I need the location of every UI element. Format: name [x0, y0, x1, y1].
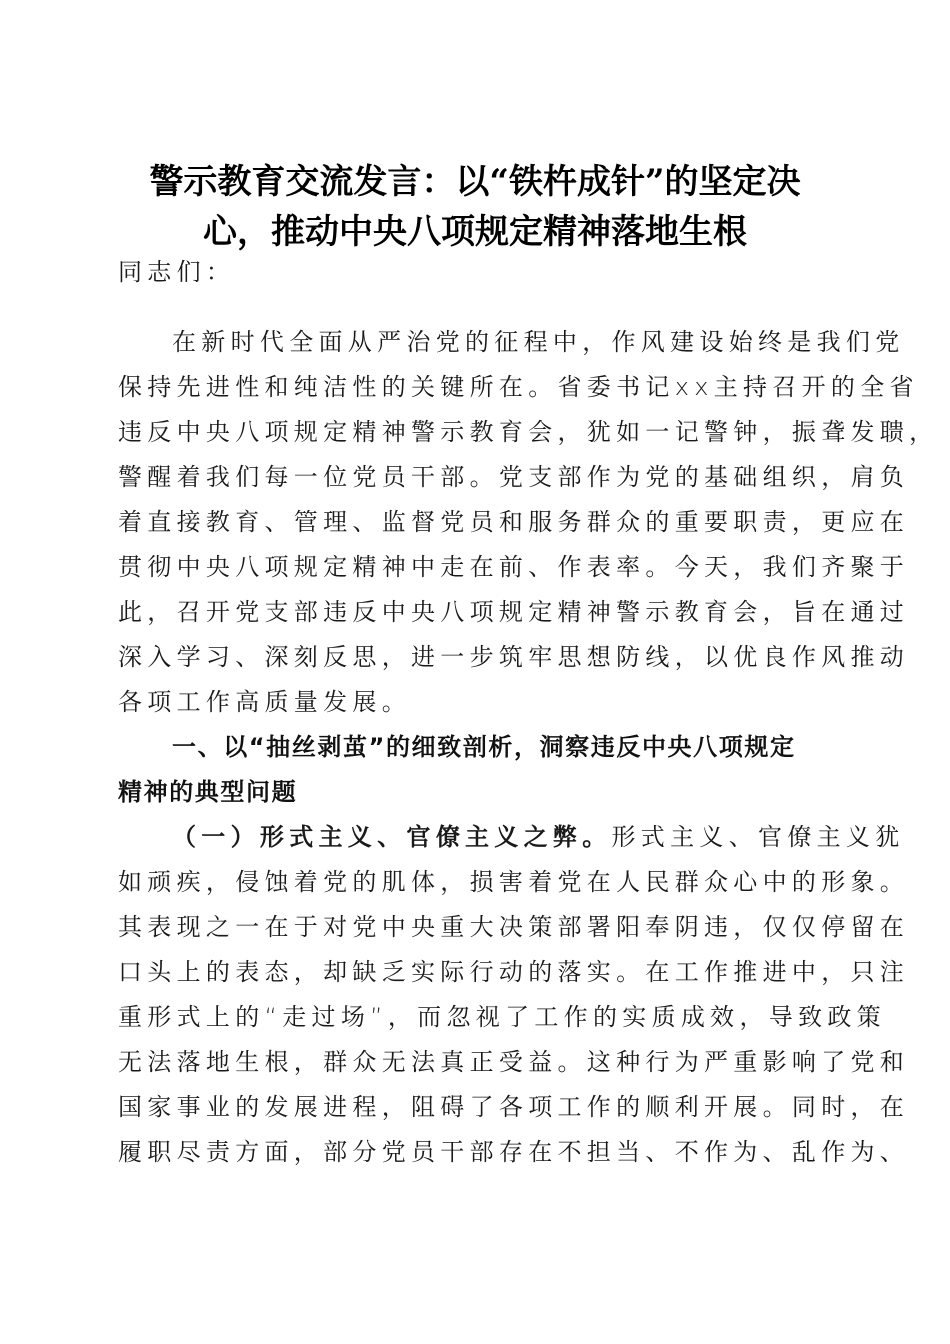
subsection-line: 国家事业的发展进程，阻碍了各项工作的顺利开展。同时，在 [118, 1093, 910, 1121]
section-heading-line-1: 一、以“抽丝剥茧”的细致剖析，洞察违反中央八项规定 [172, 733, 796, 761]
intro-line: 深入学习、深刻反思，进一步筑牢思想防线，以优良作风推动 [118, 643, 910, 671]
intro-line: 此，召开党支部违反中央八项规定精神警示教育会，旨在通过 [118, 598, 910, 626]
subsection-first-line [172, 822, 905, 852]
subsection-first-line-rest: 形式主义、官僚主义犹 [611, 823, 905, 851]
subsection-line: 重形式上的“走过场”，而忽视了工作的实质成效，导致政策 [118, 1003, 886, 1031]
intro-line: 警醒着我们每一位党员干部。党支部作为党的基础组织，肩负 [118, 463, 910, 491]
intro-line: 着直接教育、管理、监督党员和服务群众的重要职责，更应在 [118, 508, 910, 536]
title-line-1: 警示教育交流发言：以“铁杵成针”的坚定决 [149, 161, 801, 202]
subsection-line: 履职尽责方面，部分党员干部存在不担当、不作为、乱作为、 [118, 1138, 910, 1166]
subsection-line: 其表现之一在于对党中央重大决策部署阳奉阴违，仅仅停留在 [118, 913, 910, 941]
intro-line: 各项工作高质量发展。 [118, 688, 411, 716]
section-heading-line-2: 精神的典型问题 [118, 778, 298, 806]
subsection-label: （一）形式主义、官僚主义之弊。 [172, 823, 612, 851]
intro-line: 保持先进性和纯洁性的关键所在。省委书记xx主持召开的全省 [118, 373, 919, 401]
salutation: 同志们： [118, 258, 236, 286]
title-line-2: 心，推动中央八项规定精神落地生根 [203, 211, 747, 252]
intro-line: 违反中央八项规定精神警示教育会，犹如一记警钟，振聋发聩， [118, 418, 939, 446]
subsection-line: 如顽疾，侵蚀着党的肌体，损害着党在人民群众心中的形象。 [118, 868, 910, 896]
subsection-line: 口头上的表态，却缺乏实际行动的落实。在工作推进中，只注 [118, 958, 910, 986]
intro-line: 贯彻中央八项规定精神中走在前、作表率。今天，我们齐聚于 [118, 553, 910, 581]
document-title [100, 157, 850, 257]
intro-line: 在新时代全面从严治党的征程中，作风建设始终是我们党 [172, 328, 905, 356]
subsection-line: 无法落地生根，群众无法真正受益。这种行为严重影响了党和 [118, 1048, 910, 1076]
